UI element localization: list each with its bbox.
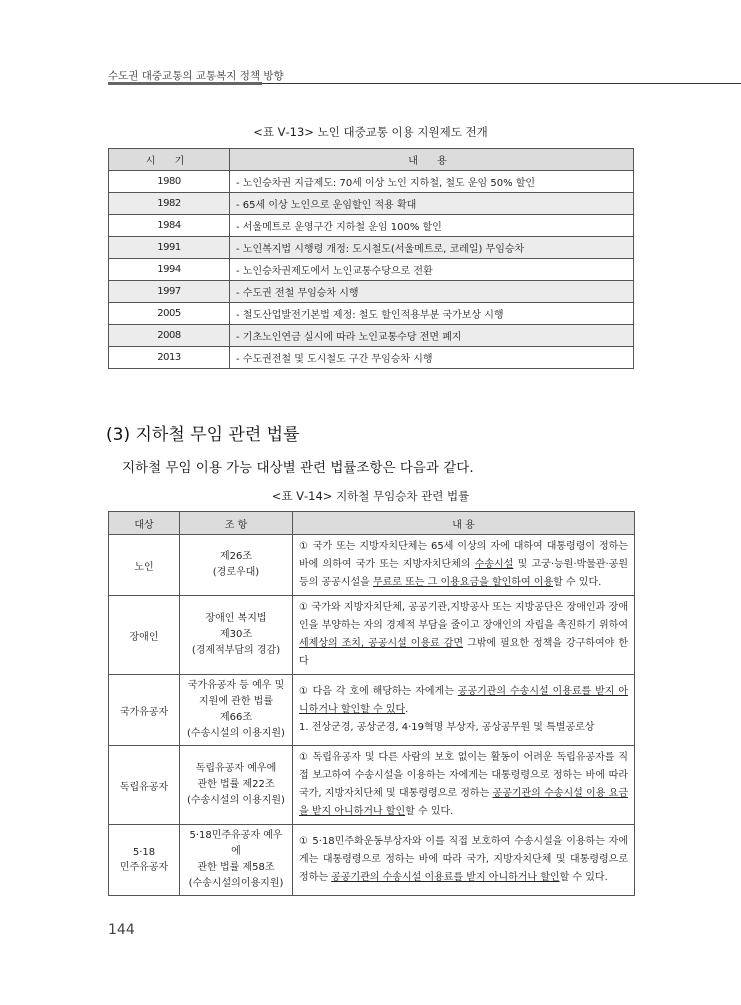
- underlined-text: 무료로 또는 그 이용요금을 할인하여 이용: [372, 577, 554, 588]
- table-row: [109, 193, 634, 215]
- target-line: 민주유공자: [119, 862, 169, 873]
- page-number: 144: [108, 922, 135, 938]
- underlined-text: 공공기관의 수송시설 이용료를 받지 아니하거나 할인: [331, 872, 560, 883]
- content-cell: - 노인복지법 시행령 개정: 도시철도(서울메트로, 코레일) 무임승차: [230, 237, 634, 259]
- column-header-clause: 조 항: [180, 512, 293, 535]
- clause-line: (경로우대): [212, 567, 260, 578]
- clause-line: 관한 법률 제58조: [197, 862, 275, 873]
- table-row: [109, 746, 635, 825]
- year-cell: 1991: [109, 237, 230, 259]
- clause-cell: [180, 675, 293, 746]
- content-cell: - 노인승차권 지급제도: 70세 이상 노인 지하철, 철도 운임 50% 할인: [230, 171, 634, 193]
- elderly-support-history-table: [108, 148, 634, 369]
- table-row: [109, 347, 634, 369]
- year-cell: 1994: [109, 259, 230, 281]
- target-cell: 장애인: [109, 596, 180, 675]
- clause-cell: [180, 535, 293, 596]
- clause-line: 장애인 복지법: [205, 613, 267, 624]
- column-header-content: 내 용: [293, 512, 635, 535]
- target-line: 5·18: [132, 847, 156, 858]
- content-cell: - 기초노인연금 실시에 따라 노인교통수당 전면 폐지: [230, 325, 634, 347]
- content-text: 할 수 있다.: [553, 577, 602, 588]
- target-cell: [109, 825, 180, 896]
- content-cell: [293, 825, 635, 896]
- section-body-text: 지하철 무임 이용 가능 대상별 관련 법률조항은 다음과 같다.: [122, 460, 474, 476]
- clause-cell: [180, 825, 293, 896]
- target-cell: 노인: [109, 535, 180, 596]
- clause-line: (수송시설의이용지원): [188, 878, 284, 889]
- table-row: [109, 303, 634, 325]
- content-text: .: [405, 704, 409, 715]
- table-row: [109, 596, 635, 675]
- section-title: (3) 지하철 무임 관련 법률: [106, 425, 300, 445]
- column-header-target: 대상: [109, 512, 180, 535]
- table-row: [109, 325, 634, 347]
- content-cell: - 서울메트로 운영구간 지하철 운임 100% 할인: [230, 215, 634, 237]
- content-cell: - 65세 이상 노인으로 운임할인 적용 확대: [230, 193, 634, 215]
- table-header-row: [109, 512, 635, 535]
- target-cell: 독립유공자: [109, 746, 180, 825]
- clause-line: 관한 법률 제22조: [197, 779, 275, 790]
- table-row: [109, 215, 634, 237]
- table-row: [109, 259, 634, 281]
- year-cell: 1982: [109, 193, 230, 215]
- content-cell: - 철도산업발전기본법 제정: 철도 할인적용부분 국가보상 시행: [230, 303, 634, 325]
- clause-cell: [180, 596, 293, 675]
- table1-caption: <표 Ⅴ-13> 노인 대중교통 이용 지원제도 전개: [253, 125, 488, 139]
- table2-caption: <표 Ⅴ-14> 지하철 무임승차 관련 법률: [271, 489, 470, 503]
- clause-line: (수송시설의 이용지원): [187, 728, 285, 739]
- target-cell: 국가유공자: [109, 675, 180, 746]
- year-cell: 1984: [109, 215, 230, 237]
- clause-line: 제26조: [219, 551, 253, 562]
- year-cell: 1997: [109, 281, 230, 303]
- table-header-row: [109, 149, 634, 171]
- clause-line: 제66조: [219, 712, 253, 723]
- clause-line: (경제적부담의 경감): [191, 645, 281, 656]
- clause-line: (수송시설의 이용지원): [187, 795, 285, 806]
- clause-line: 제30조: [219, 629, 253, 640]
- running-header: 수도권 대중교통의 교통복지 정책 방향: [108, 70, 284, 82]
- content-text: 할 수 있다.: [559, 872, 608, 883]
- table-row: [109, 825, 635, 896]
- underlined-text: 세제상의 조치, 공공시설 이용료 감면: [299, 638, 464, 649]
- year-cell: 2008: [109, 325, 230, 347]
- clause-line: 국가유공자 등 예우 및: [187, 680, 285, 691]
- table-row: [109, 675, 635, 746]
- content-text: ① 5·18민주화운동부상자와 이를 직접 보호하여 수송시설을 이용하는 자에게는 대통령령으로 정하는 바에 따라 국가, 지방자치단체 및 대통령령으로 정하는: [299, 836, 628, 883]
- underlined-text: 공공기관의 수송시설 이용 요금을 받지 아니하거나 할인: [299, 788, 628, 817]
- table-row: [109, 281, 634, 303]
- content-cell: [293, 746, 635, 825]
- table-row: [109, 535, 635, 596]
- underlined-text: 공공기관의 수송시설 이용료를 받지 아니하거나 할인할 수 있다: [299, 686, 628, 715]
- content-text: 및 고궁·능원·박물관·공원 등의 공공시설을: [299, 559, 628, 588]
- column-header-period: 시 기: [109, 149, 230, 171]
- content-text: ① 독립유공자 및 다른 사람의 보호 없이는 활동이 어려운 독립유공자를 직접 보고하여 수송시설을 이용하는 자에게는 대통령령으로 정하는 바에 따라 국가, 지방자치단체 및 대통령령으로 정하는: [299, 752, 628, 799]
- free-ride-law-table: [108, 511, 635, 896]
- content-text: 할 수 있다.: [405, 806, 454, 817]
- clause-line: 독립유공자 예우에: [195, 763, 277, 774]
- column-header-content: 내 용: [230, 149, 634, 171]
- content-cell: [293, 596, 635, 675]
- underlined-text: 수송시설: [474, 559, 514, 570]
- content-cell: - 수도권전철 및 도시철도 구간 무임승차 시행: [230, 347, 634, 369]
- content-cell: [293, 675, 635, 746]
- year-cell: 1980: [109, 171, 230, 193]
- year-cell: 2013: [109, 347, 230, 369]
- table-row: [109, 171, 634, 193]
- content-cell: - 노인승차권제도에서 노인교통수당으로 전환: [230, 259, 634, 281]
- table-row: [109, 237, 634, 259]
- year-cell: 2005: [109, 303, 230, 325]
- content-text: 1. 전상군경, 공상군경, 4·19혁명 부상자, 공상공무원 및 특별공로상: [299, 722, 595, 733]
- clause-line: 5·18민주유공자 예우에: [189, 830, 283, 857]
- content-text: ① 다음 각 호에 해당하는 자에게는: [299, 686, 458, 697]
- content-text: 그밖에 필요한 정책을 강구하여야 한다: [299, 638, 629, 667]
- content-text: ① 국가와 지방자치단체, 공공기관,지방공사 또는 지방공단은 장애인과 장애인을 부양하는 자의 경제적 부담을 줄이고 장애인의 자립을 촉진하기 위하여: [299, 602, 628, 631]
- clause-line: 지원에 관한 법률: [199, 696, 273, 707]
- content-cell: - 수도권 전철 무임승차 시행: [230, 281, 634, 303]
- content-cell: [293, 535, 635, 596]
- clause-cell: [180, 746, 293, 825]
- content-text: ① 국가 또는 지방자치단체는 65세 이상의 자에 대하여 대통령령이 정하는 바에 의하여 국가 또는 지방자치단체의: [299, 541, 628, 570]
- header-accent-rule: [108, 82, 262, 85]
